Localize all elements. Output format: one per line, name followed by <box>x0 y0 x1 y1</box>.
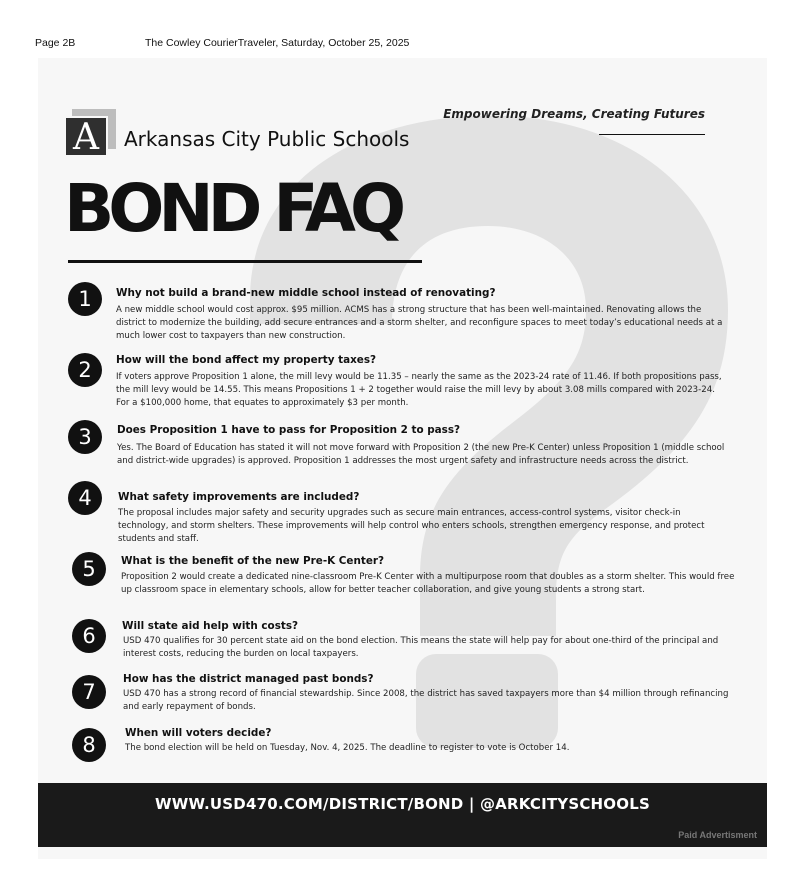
faq-answer: Proposition 2 would create a dedicated nine-classroom Pre-K Center with a multipurpose room that doubles as a storm shelter. This would free up classroom space in elementary schools, allow for better teacher collaboration, and give young students a strong start. <box>121 572 735 596</box>
district-name: Arkansas City Public Schools <box>124 127 410 151</box>
paid-advertisement-label: Paid Advertisment <box>678 830 757 840</box>
faq-question: Does Proposition 1 have to pass for Proposition 2 to pass? <box>117 424 461 436</box>
faq-answer: Yes. The Board of Education has stated it will not move forward with Proposition 2 (the new Pre-K Center) unless Proposition 1 (middle school and district-wide upgrades) is approved. Proposition 1 addresses the most urgent safety and infrastructure needs across the district. <box>117 443 725 467</box>
faq-answer: The bond election will be held on Tuesday, Nov. 4, 2025. The deadline to register to vote is October 14. <box>125 743 570 753</box>
faq-number-badge: 2 <box>68 353 102 387</box>
faq-number-badge: 3 <box>68 420 102 454</box>
faq-answer: If voters approve Proposition 1 alone, the mill levy would be 11.35 – nearly the same as the 2023-24 rate of 11.46. If both propositions pass, the mill levy would be 14.55. This means Propositions 1 + 2 together would raise the mill levy by about 3.08 mills compared with 2023-24. For a $100,000 home, that equates to approximately $3 per month. <box>116 372 722 409</box>
faq-number-badge: 7 <box>72 675 106 709</box>
faq-answer: A new middle school would cost approx. $95 million. ACMS has a strong structure that has been well-maintained. Renovating allows the district to modernize the building, add secure entrances and a storm shelter, and reconfigure spaces to meet today’s educational needs at a much lower cost to taxpayers than new construction. <box>116 305 723 342</box>
footer-bar <box>38 783 767 847</box>
bond-faq-advertisement <box>38 58 767 859</box>
faq-number-badge: 6 <box>72 619 106 653</box>
faq-number-badge: 8 <box>72 728 106 762</box>
faq-answer: USD 470 has a strong record of financial stewardship. Since 2008, the district has saved taxpayers more than $4 million through refinancing and early repayment of bonds. <box>123 689 729 713</box>
faq-question: How will the bond affect my property taxes? <box>116 354 377 366</box>
faq-number-badge: 1 <box>68 282 102 316</box>
faq-list <box>38 58 767 859</box>
faq-number-badge: 4 <box>68 481 102 515</box>
logo-letter: A <box>73 116 99 158</box>
faq-question: How has the district managed past bonds? <box>123 673 374 685</box>
page-header <box>35 37 770 51</box>
page-number: Page 2B <box>35 37 76 49</box>
publication-line: The Cowley CourierTraveler, Saturday, October 25, 2025 <box>145 37 410 49</box>
faq-number-badge: 5 <box>72 552 106 586</box>
page-title: BOND FAQ <box>64 170 401 247</box>
faq-question: Why not build a brand-new middle school instead of renovating? <box>116 287 496 299</box>
tagline: Empowering Dreams, Creating Futures <box>443 107 705 121</box>
faq-answer: USD 470 qualifies for 30 percent state aid on the bond election. This means the state will help pay for about one-third of the principal and interest costs, reducing the burden on local taxpayers. <box>123 636 719 660</box>
footer-link[interactable]: WWW.USD470.COM/DISTRICT/BOND | @ARKCITYSCHOOLS <box>155 795 650 813</box>
faq-question: What is the benefit of the new Pre-K Center? <box>121 555 385 567</box>
faq-question: Will state aid help with costs? <box>122 620 299 632</box>
faq-answer: The proposal includes major safety and security upgrades such as secure main entrances, access-control systems, visitor check-in technology, and storm shelters. These improvements will help control who enters schools, strengthen emergency response, and protect students and staff. <box>118 508 705 545</box>
faq-question: When will voters decide? <box>125 727 272 739</box>
faq-question: What safety improvements are included? <box>118 491 360 503</box>
